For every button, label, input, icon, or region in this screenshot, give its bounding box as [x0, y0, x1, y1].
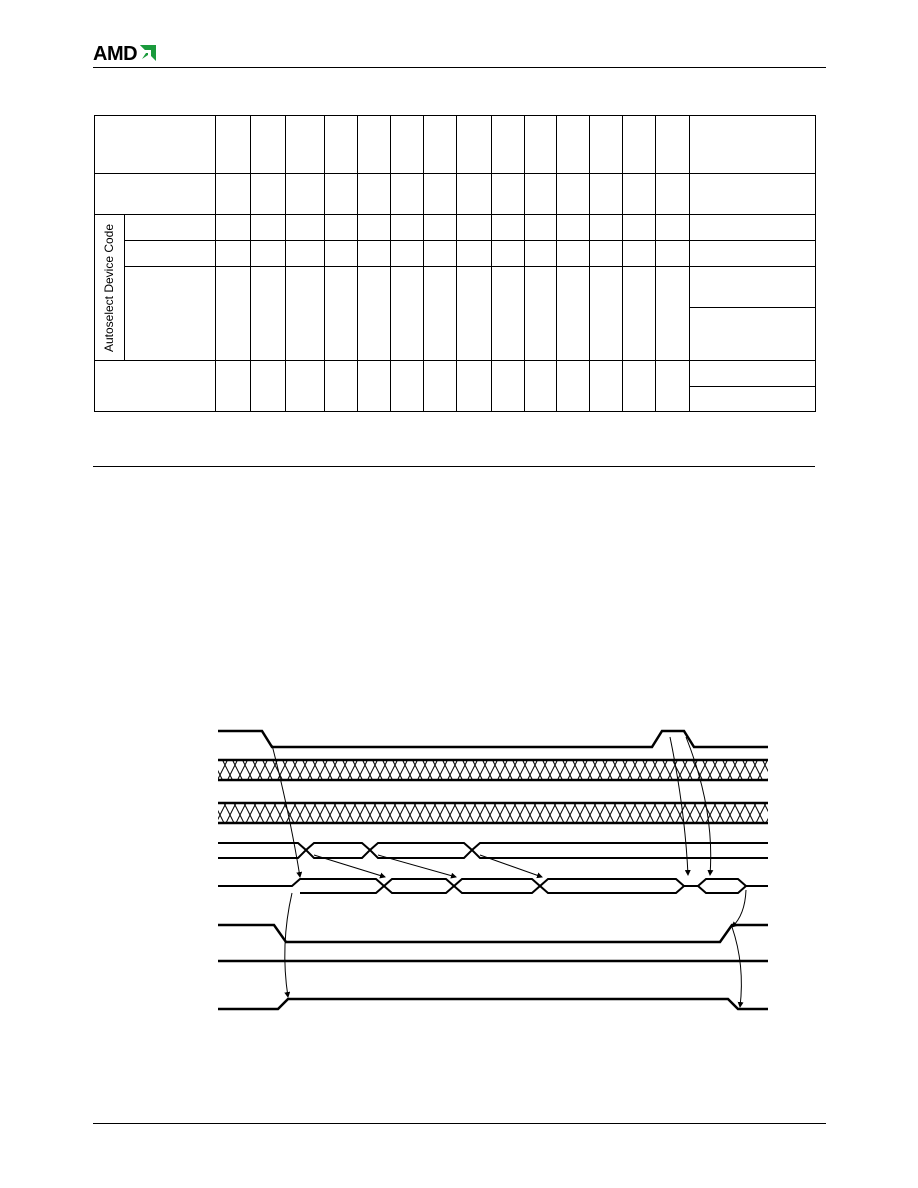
- signal-6: [218, 925, 768, 942]
- footer-rule: [93, 1123, 826, 1124]
- amd-logo: [93, 42, 157, 66]
- section-rule: [93, 466, 815, 467]
- amd-arrow-icon: [139, 44, 157, 62]
- header-rule: [93, 67, 826, 68]
- logo-text: AMD: [93, 43, 138, 65]
- signal-2-bus: [218, 760, 768, 780]
- autoselect-label: Autoselect Device Code: [102, 223, 117, 353]
- signal-1: [218, 731, 768, 747]
- signal-5-data: [218, 879, 768, 893]
- timing-diagram: [210, 715, 780, 1035]
- command-definition-table: [94, 115, 816, 412]
- signal-4-address: [218, 843, 768, 858]
- signal-8: [218, 999, 768, 1009]
- signal-3-bus: [218, 803, 768, 823]
